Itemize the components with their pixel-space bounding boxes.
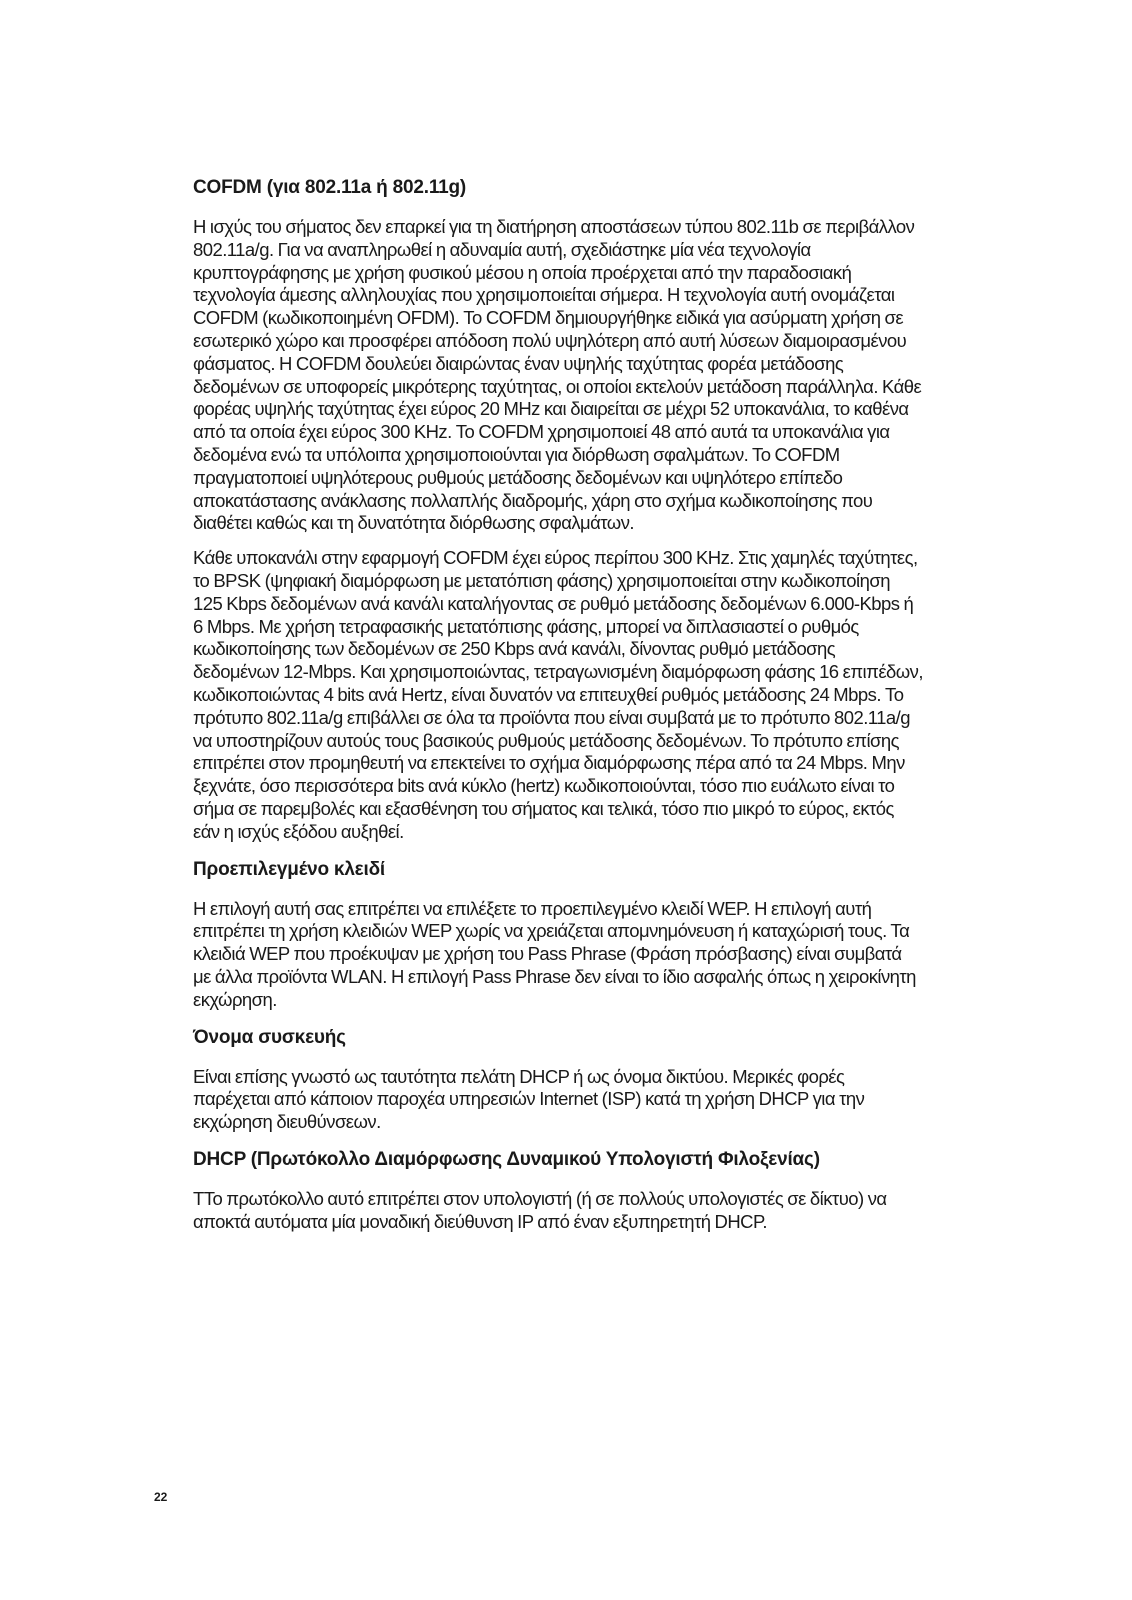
page-number: 22	[154, 1490, 168, 1504]
cofdm-paragraph-2: Κάθε υποκανάλι στην εφαρμογή COFDM έχει εύρος περίπου 300 KHz. Στις χαμηλές ταχύτητες, το BPSK (ψηφιακή διαμόρφωση με μετατόπιση φάσης) χρησιμοποιείται στην κωδικοποίηση 125 Kbps δεδομένων ανά κανάλι καταλήγοντας σε ρυθμό μετάδοσης δεδομένων 6.000-Kbps ή 6 Mbps. Με χρήση τετραφασικής μετατόπισης φάσης, μπορεί να διπλασιαστεί ο ρυθμός κωδικοποίησης των δεδομένων σε 250 Kbps ανά κανάλι, δίνοντας ρυθμό μετάδοσης δεδομένων 12-Mbps. Και χρησιμοποιώντας, τετραγωνισμένη διαμόρφωση φάσης 16 επιπέδων, κωδικοποιώντας 4 bits ανά Hertz, είναι δυνατόν να επιτευχθεί ρυθμός μετάδοσης 24 Mbps. Το πρότυπο 802.11a/g επιβάλλει σε όλα τα προϊόντα που είναι συμβατά με το πρότυπο 802.11a/g να υποστηρίζουν αυτούς τους βασικούς ρυθμούς μετάδοσης δεδομένων. Το πρότυπο επίσης επιτρέπει στον προμηθευτή να επεκτείνει το σχήμα διαμόρφωσης πέρα από τα 24 Mbps. Μην ξεχνάτε, όσο περισσότερα bits ανά κύκλο (hertz) κωδικοποιούνται, τόσο πιο ευάλωτο είναι το σήμα σε παρεμβολές και εξασθένηση του σήματος και τελικά, τόσο πιο μικρό το εύρος, εκτός εάν η ισχύς εξόδου αυξηθεί.	[193, 547, 923, 842]
cofdm-paragraph-1: Η ισχύς του σήματος δεν επαρκεί για τη διατήρηση αποστάσεων τύπου 802.11b σε περιβάλλον 802.11a/g. Για να αναπληρωθεί η αδυναμία αυτή, σχεδιάστηκε μία νέα τεχνολογία κρυπτογράφησης με χρήση φυσικού μέσου η οποία προέρχεται από την παραδοσιακή τεχνολογία άμεσης αλληλουχίας που χρησιμοποιείται σήμερα. Η τεχνολογία αυτή ονομάζεται COFDM (κωδικοποιημένη OFDM). Το COFDM δημιουργήθηκε ειδικά για ασύρματη χρήση σε εσωτερικό χώρο και προσφέρει απόδοση πολύ υψηλότερη από αυτή λύσεων διαμοιρασμένου φάσματος. Η COFDM δουλεύει διαιρώντας έναν υψηλής ταχύτητας φορέα μετάδοσης δεδομένων σε υποφορείς μικρότερης ταχύτητας, οι οποίοι εκτελούν μετάδοση παράλληλα. Κάθε φορέας υψηλής ταχύτητας έχει εύρος 20 MHz και διαιρείται σε μέχρι 52 υποκανάλια, το καθένα από τα οποία έχει εύρος 300 KHz. Το COFDM χρησιμοποιεί 48 από αυτά τα υποκανάλια για δεδομένα ενώ τα υπόλοιπα χρησιμοποιούνται για διόρθωση σφαλμάτων. Το COFDM πραγματοποιεί υψηλότερους ρυθμούς μετάδοσης δεδομένων και υψηλότερο επίπεδο αποκατάστασης ανάκλασης πολλαπλής διαδρομής, χάρη στο σχήμα κωδικοποίησης που διαθέτει καθώς και τη δυνατότητα διόρθωσης σφαλμάτων.	[193, 216, 922, 534]
device-name-paragraph: Είναι επίσης γνωστό ως ταυτότητα πελάτη DHCP ή ως όνομα δικτύου. Μερικές φορές παρέχεται από κάποιον παροχέα υπηρεσιών Internet (ISP) κατά τη χρήση DHCP για την εκχώρηση διευθύνσεων.	[193, 1065, 865, 1133]
default-key-paragraph: Η επιλογή αυτή σας επιτρέπει να επιλέξετε το προεπιλεγμένο κλειδί WEP. Η επιλογή αυτή επιτρέπει τη χρήση κλειδιών WEP χωρίς να χρειάζεται απομνημόνευση ή καταχώρισή τους. Τα κλειδιά WEP που προέκυψαν με χρήση του Pass Phrase (Φράση πρόσβασης) είναι συμβατά με άλλα προϊόντα WLAN. Η επιλογή Pass Phrase δεν είναι το ίδιο ασφαλής όπως η χειροκίνητη εκχώρηση.	[193, 897, 916, 1010]
dhcp-paragraph: TΤο πρωτόκολλο αυτό επιτρέπει στον υπολογιστή (ή σε πολλούς υπολογιστές σε δίκτυο) να αποκτά αυτόματα μία μοναδική διεύθυνση IP από έναν εξυπηρετητή DHCP.	[193, 1187, 887, 1232]
section-heading-cofdm: COFDM (για 802.11a ή 802.11g)	[193, 177, 467, 198]
section-heading-device-name: Όνομα συσκευής	[193, 1026, 346, 1048]
section-heading-dhcp: DHCP (Πρωτόκολλο Διαμόρφωσης Δυναμικού Υπολογιστή Φιλοξενίας)	[193, 1148, 820, 1170]
section-heading-default-key: Προεπιλεγμένο κλειδί	[193, 858, 385, 880]
page-content	[193, 176, 923, 1233]
